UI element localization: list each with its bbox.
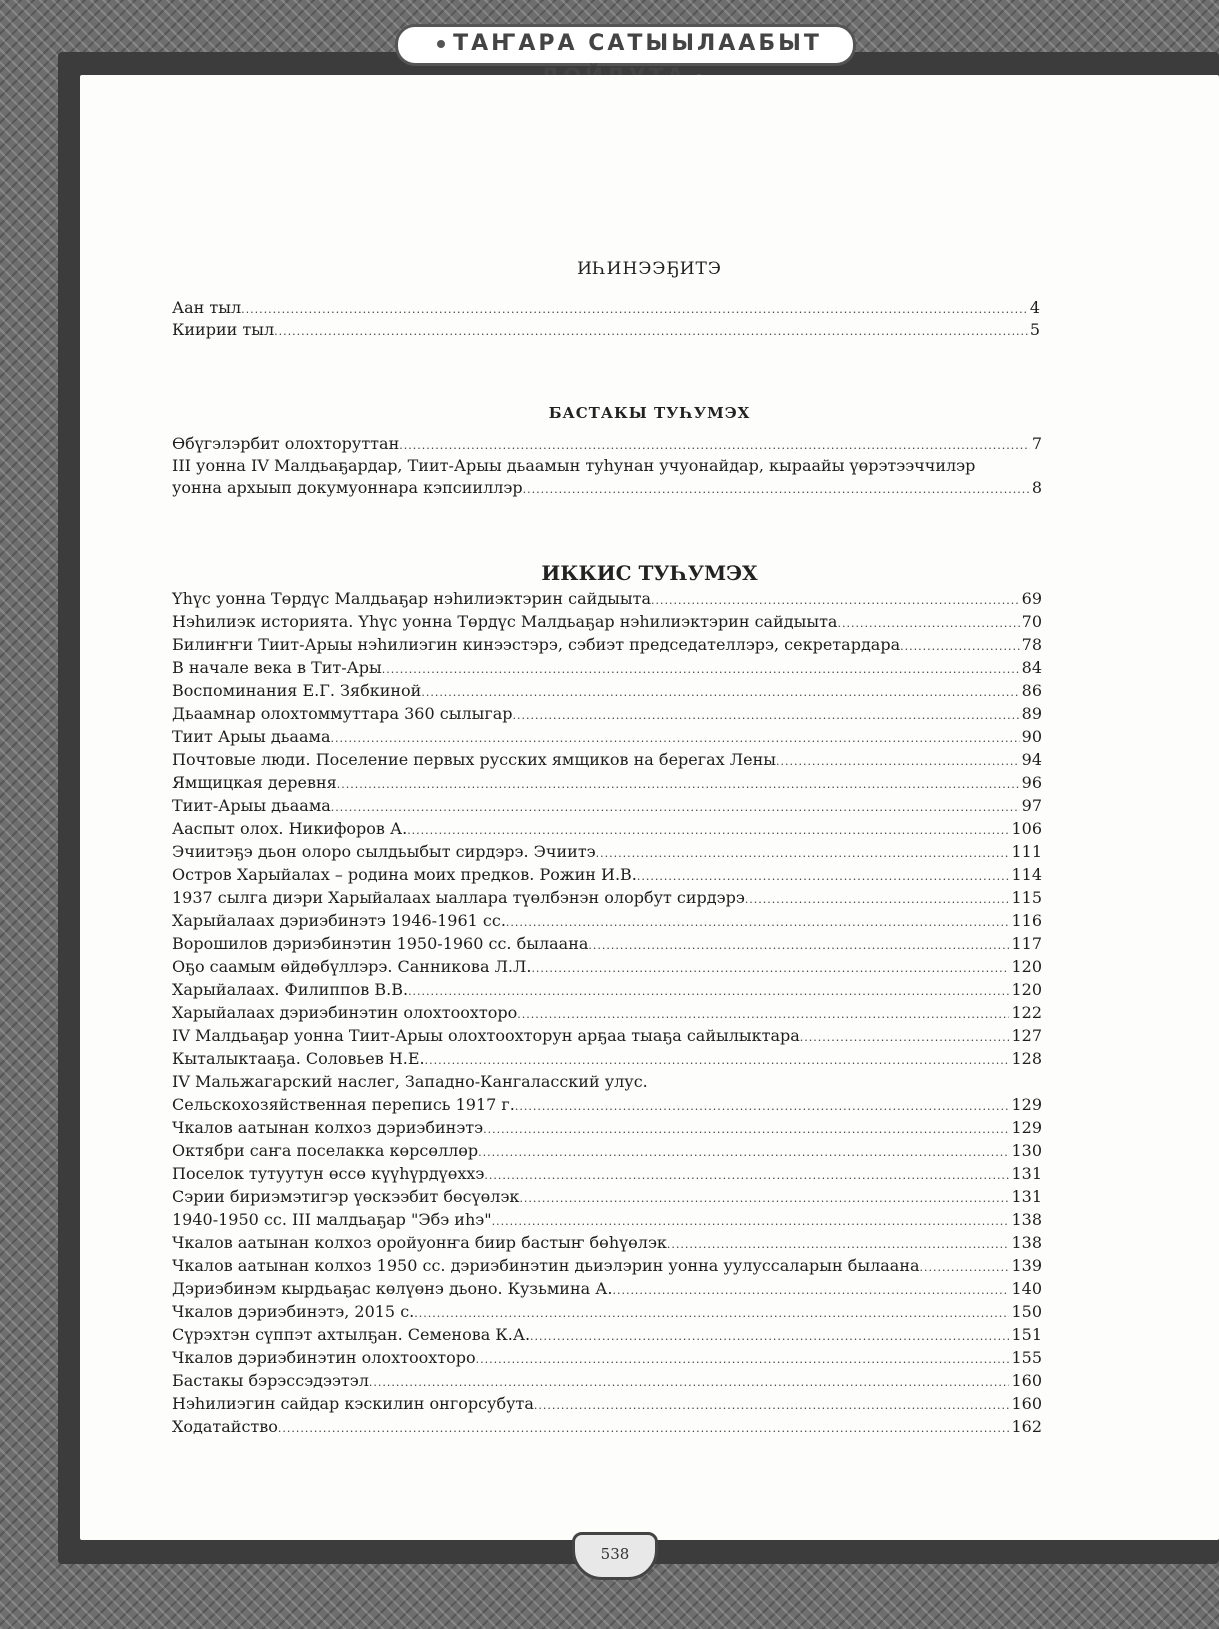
toc-leader-dots [408, 982, 1009, 1002]
toc-leader-dots [330, 729, 1019, 749]
toc-entry-page: 7 [1031, 434, 1042, 453]
toc-leader-dots [837, 614, 1019, 634]
toc-entry-page: 129 [1011, 1118, 1042, 1137]
toc-leader-dots [337, 775, 1020, 795]
toc-entry-page: 128 [1011, 1049, 1042, 1068]
toc-leader-dots [651, 591, 1020, 611]
toc-entry [172, 773, 1042, 793]
toc-leader-dots [421, 683, 1019, 703]
toc-entry [172, 681, 1042, 701]
toc-leader-dots [483, 1120, 1009, 1140]
toc-entry-page: 131 [1011, 1187, 1042, 1206]
toc-entry-title: Чкалов дэриэбинэтэ, 2015 с. [172, 1302, 415, 1321]
toc-heading: ИҺИНЭЭҔИТЭ [577, 259, 722, 279]
toc-leader-dots [776, 752, 1020, 772]
toc-entry-title: Ходатайство [172, 1417, 278, 1436]
toc-entry [172, 957, 1042, 977]
toc-entry-page: 150 [1011, 1302, 1042, 1321]
toc-entry [172, 842, 1042, 862]
toc-entry-page: 90 [1021, 727, 1042, 746]
toc-leader-dots [667, 1235, 1010, 1255]
toc-entry-page: 84 [1021, 658, 1042, 677]
toc-entry-title: Остров Харыйалах – родина моих предков. Рожин И.В. [172, 865, 637, 884]
toc-leader-dots [478, 1143, 1009, 1163]
toc-entry [172, 478, 1042, 498]
toc-entry-title: 1937 сылга диэри Харыйалаах ыаллара түөлбэнэн олорбут сирдэрэ [172, 888, 745, 907]
toc-entry-title: Дьаамнар олохтоммуттара 360 сылыгар [172, 704, 513, 723]
toc-entry [172, 635, 1042, 655]
toc-entry [172, 819, 1042, 839]
toc-entry-page: 86 [1021, 681, 1042, 700]
toc-entry-title: 1940-1950 сс. III малдьаҕар "Эбэ иһэ" [172, 1210, 492, 1229]
toc-leader-dots [531, 959, 1009, 979]
toc-leader-dots [800, 1028, 1010, 1048]
toc-entry-title: IV Мальжагарский наслег, Западно-Кангаласский улус. [172, 1072, 648, 1091]
toc-entry-page: 97 [1021, 796, 1042, 815]
toc-entry-title: Харыйалаах дэриэбинэтэ 1946-1961 сс. [172, 911, 506, 930]
toc-leader-dots [612, 1281, 1009, 1301]
toc-entry [172, 888, 1042, 908]
toc-entry [172, 589, 1042, 609]
toc-entry [172, 750, 1042, 770]
toc-entry-title: Почтовые люди. Поселение первых русских ямщиков на берегах Лены [172, 750, 776, 769]
toc-entry [172, 1141, 1042, 1161]
toc-entry [172, 865, 1042, 885]
toc-entry-title: Нэһилиэгин сайдар кэскилин онгорсубута [172, 1394, 534, 1413]
toc-entry-page: 129 [1011, 1095, 1042, 1114]
toc-leader-dots [530, 1327, 1009, 1347]
toc-entry-title: Кыталыктааҕа. Соловьев Н.Е. [172, 1049, 425, 1068]
toc-leader-dots [534, 1396, 1010, 1416]
toc-leader-dots [517, 1005, 1009, 1025]
toc-entry [172, 1049, 1042, 1069]
toc-entry-title: Нэһилиэк историята. Үһүс уонна Төрдүс Малдьаҕар нэһилиэктэрин сайдыыта [172, 612, 838, 631]
toc-entry [172, 1095, 1042, 1115]
toc-leader-dots [369, 1373, 1010, 1393]
toc-entry-title: Билиҥҥи Тиит-Арыы нэһилиэгин кинээстэрэ, сэбиэт председателлэрэ, секретардара [172, 635, 901, 654]
toc-entry-title: Октябри саҥа поселакка көрсөллөр [172, 1141, 479, 1160]
toc-entry-page: 120 [1011, 957, 1042, 976]
toc-leader-dots [241, 300, 1028, 320]
toc-entry [172, 934, 1042, 954]
toc-entry-page: 160 [1011, 1371, 1042, 1390]
toc-entry-title: Чкалов аатынан колхоз 1950 сс. дэриэбинэтин дьиэлэрин уонна уулуссаларын былаана [172, 1256, 920, 1275]
toc-entry [172, 1210, 1042, 1230]
toc-entry-page: 130 [1011, 1141, 1042, 1160]
bullet-icon [437, 40, 445, 48]
toc-entry [172, 1256, 1042, 1276]
toc-entry-page: 155 [1011, 1348, 1042, 1367]
toc-entry [172, 1348, 1042, 1368]
toc-leader-dots [407, 821, 1009, 841]
toc-entry [172, 1164, 1042, 1184]
toc-entry-page: 69 [1021, 589, 1042, 608]
toc-entry [172, 727, 1042, 747]
page-number: 538 [572, 1532, 658, 1580]
toc-entry-page: 94 [1021, 750, 1042, 769]
toc-entry [172, 1417, 1042, 1437]
toc-entry-title: Воспоминания Е.Г. Зябкиной [172, 681, 422, 700]
toc-entry-page: 140 [1011, 1279, 1042, 1298]
toc-entry-page: 151 [1011, 1325, 1042, 1344]
toc-entry [172, 434, 1042, 454]
toc-entry-page: 139 [1011, 1256, 1042, 1275]
toc-entry-page: 117 [1011, 934, 1042, 953]
toc-entry-page: 122 [1011, 1003, 1042, 1022]
toc-entry-title: В начале века в Тит-Ары [172, 658, 382, 677]
toc-entry-title: Ворошилов дэриэбинэтин 1950-1960 сс. былаана [172, 934, 589, 953]
toc-leader-dots [900, 637, 1020, 657]
toc-entry [172, 704, 1042, 724]
toc-entry [172, 658, 1042, 678]
toc-entry-page: 131 [1011, 1164, 1042, 1183]
toc-entry-page: 162 [1011, 1417, 1042, 1436]
toc-leader-dots [274, 322, 1028, 342]
toc-entry-title: Аан тыл [172, 298, 242, 317]
toc-entry-page: 138 [1011, 1210, 1042, 1229]
toc-entry [172, 456, 1042, 476]
toc-leader-dots [425, 1051, 1010, 1071]
toc-entry-page: 4 [1029, 298, 1040, 317]
toc-entry-title: Сэрии бириэмэтигэр үөскээбит бөсүөлэк [172, 1187, 520, 1206]
toc-leader-dots [745, 890, 1010, 910]
toc-leader-dots [588, 936, 1009, 956]
toc-entry [172, 796, 1042, 816]
toc-entry-title: уонна архыып докумуоннара кэпсииллэр [172, 478, 523, 497]
toc-entry-page: 138 [1011, 1233, 1042, 1252]
toc-entry-title: Киирии тыл [172, 320, 275, 339]
toc-leader-dots [513, 706, 1020, 726]
toc-leader-dots [476, 1350, 1010, 1370]
toc-leader-dots [399, 436, 1030, 456]
toc-entry-title: Поселок тутуутун өссө күүһүрдүөххэ [172, 1164, 485, 1183]
part-one-heading: БАСТАКЫ ТУҺУМЭХ [548, 404, 751, 422]
toc-entry-page: 160 [1011, 1394, 1042, 1413]
toc-entry-page: 111 [1011, 842, 1042, 861]
toc-entry-title: IV Малдьаҕар уонна Тиит-Арыы олохтоохторун арҕаа тыаҕа сайылыктара [172, 1026, 800, 1045]
toc-leader-dots [523, 480, 1030, 500]
toc-leader-dots [515, 1097, 1010, 1117]
toc-entry [172, 1302, 1042, 1322]
toc-entry [172, 980, 1042, 1000]
toc-entry-page: 106 [1011, 819, 1042, 838]
toc-leader-dots [484, 1166, 1009, 1186]
toc-entry [172, 911, 1042, 931]
toc-entry-page: 78 [1021, 635, 1042, 654]
toc-leader-dots [637, 867, 1010, 887]
toc-entry-title: Чкалов дэриэбинэтин олохтоохторо [172, 1348, 476, 1367]
toc-entry-title: Оҕо саамым өйдөбүллэрэ. Санникова Л.Л. [172, 957, 532, 976]
toc-entry-title: Харыйалаах дэриэбинэтин олохтоохторо [172, 1003, 518, 1022]
toc-entry-title: Бастакы бэрэссэдээтэл [172, 1371, 369, 1390]
toc-entry-title: Ааспыт олох. Никифоров А. [172, 819, 408, 838]
toc-entry-page: 70 [1021, 612, 1042, 631]
toc-entry-title: Үһүс уонна Төрдүс Малдьаҕар нэһилиэктэрин сайдыыта [172, 589, 652, 608]
toc-entry-page: 116 [1011, 911, 1042, 930]
toc-entry-title: III уонна IV Малдьаҕардар, Тиит-Арыы дьаамын туһунан учуонайдар, кыраайы үөрэтээччилэр [172, 456, 976, 475]
toc-entry [172, 1003, 1042, 1023]
toc-entry [172, 1118, 1042, 1138]
toc-entry [172, 1072, 1042, 1092]
toc-leader-dots [414, 1304, 1009, 1324]
toc-entry-title: Тиит-Арыы дьаама [172, 796, 331, 815]
toc-entry [172, 612, 1042, 632]
toc-entry-page: 114 [1011, 865, 1042, 884]
toc-entry [172, 1394, 1042, 1414]
toc-entry [172, 320, 1040, 340]
toc-entry [172, 1233, 1042, 1253]
book-title-banner [395, 24, 856, 66]
book-title: ТАҤАРА САТЫЫЛААБЫТ [453, 31, 822, 56]
toc-entry-title: Дэриэбинэм кырдьаҕас көлүөнэ дьоно. Кузьмина А. [172, 1279, 613, 1298]
toc-entry [172, 1279, 1042, 1299]
toc-entry [172, 1187, 1042, 1207]
toc-entry [172, 1026, 1042, 1046]
toc-entry-page: 120 [1011, 980, 1042, 999]
toc-entry-title: Ямщицкая деревня [172, 773, 337, 792]
toc-leader-dots [278, 1419, 1010, 1439]
toc-entry-page: 127 [1011, 1026, 1042, 1045]
toc-entry-title: Тиит Арыы дьаама [172, 727, 331, 746]
toc-leader-dots [519, 1189, 1009, 1209]
toc-entry-title: Сүрэхтэн сүппэт ахтылҕан. Семенова К.А. [172, 1325, 531, 1344]
toc-leader-dots [492, 1212, 1010, 1232]
toc-leader-dots [331, 798, 1020, 818]
toc-entry [172, 1325, 1042, 1345]
part-two-heading: ИККИС ТУҺУМЭХ [541, 561, 758, 585]
toc-entry [172, 1371, 1042, 1391]
toc-entry [172, 298, 1040, 318]
page-content [80, 75, 1219, 1540]
toc-entry-title: Чкалов аатынан колхоз оройуонҥа биир бастыҥ бөһүөлэк [172, 1233, 667, 1252]
toc-entry-page: 5 [1029, 320, 1040, 339]
toc-entry-title: Эчиитэҕэ дьон олоро сылдьыбыт сирдэрэ. Эчиитэ [172, 842, 596, 861]
toc-entry-page: 96 [1021, 773, 1042, 792]
toc-entry-title: Сельскохозяйственная перепись 1917 г. [172, 1095, 515, 1114]
toc-entry-page: 89 [1021, 704, 1042, 723]
toc-leader-dots [506, 913, 1010, 933]
toc-entry-title: Өбүгэлэрбит олохторуттан [172, 434, 400, 453]
toc-leader-dots [920, 1258, 1010, 1278]
toc-entry-page: 8 [1031, 478, 1042, 497]
toc-entry-title: Чкалов аатынан колхоз дэриэбинэтэ [172, 1118, 484, 1137]
toc-entry-page: 115 [1011, 888, 1042, 907]
toc-leader-dots [596, 844, 1010, 864]
toc-leader-dots [382, 660, 1020, 680]
toc-entry-title: Харыйалаах. Филиппов В.В. [172, 980, 409, 999]
